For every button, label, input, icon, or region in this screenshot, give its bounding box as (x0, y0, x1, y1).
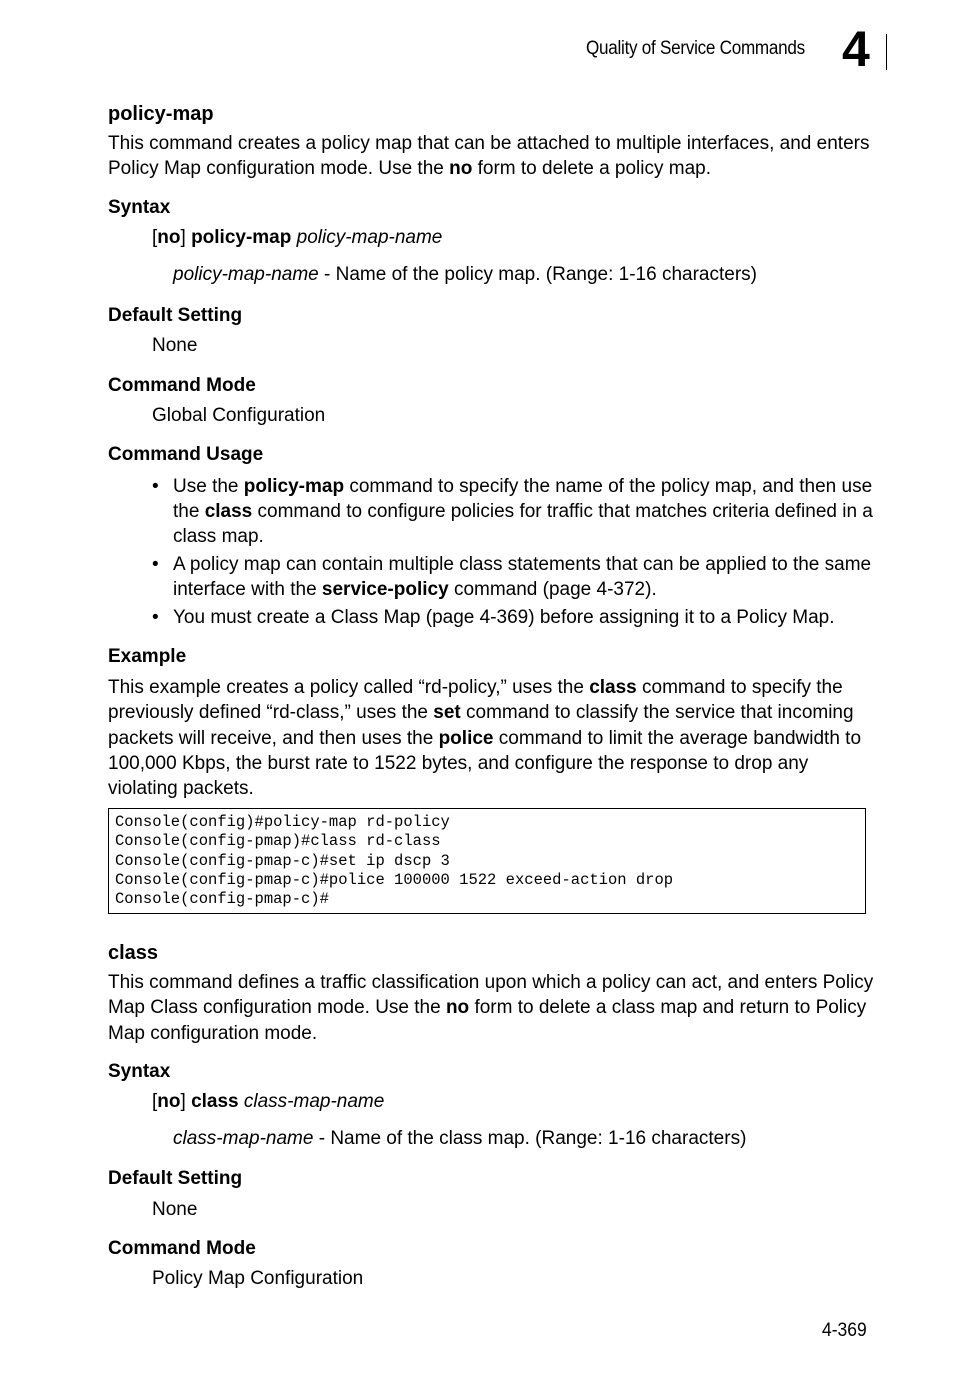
usage-item: • Use the policy-map command to specify the name of the policy map, and then use the class command to configure policies for traffic that matches criteria defined in a class map. (152, 476, 873, 547)
intro-text: form to delete a policy map. (472, 158, 712, 180)
example-text: This example creates a policy called “rd-policy,” uses the class command to specify the previously defined “rd-class,” uses the set command to classify the service that incoming packets will receive, and then uses the police command to limit the average bandwidth to 100,000 Kbps, the burst rate to 1522 bytes, and configure the response to drop any violating packets. (108, 677, 862, 800)
bullet: • (152, 476, 159, 497)
syntax-parameter: class-map-name (243, 1091, 385, 1112)
usage-item: • You must create a Class Map (page 4-369) before assigning it to a Policy Map. (152, 607, 835, 628)
parameter-name: policy-map-name (173, 264, 319, 285)
class-intro: This command defines a traffic classification upon which a policy can act, and enters Policy Map Class configuration mode. Use the no form to delete a class map and return to Policy Map configuration mode. (108, 972, 874, 1044)
default-setting-value: None (152, 335, 198, 356)
command-mode-heading: Command Mode (108, 1238, 256, 1259)
code-line: Console(config-pmap-c)# (115, 890, 329, 909)
parameter-text: - Name of the policy map. (Range: 1-16 characters) (318, 264, 757, 285)
bracket: ] (180, 227, 192, 248)
syntax-line (152, 1091, 384, 1113)
bullet: • (152, 554, 159, 575)
bracket: [ (152, 227, 158, 248)
syntax-line (152, 227, 442, 249)
chapter-rule (886, 34, 887, 70)
syntax-heading: Syntax (108, 197, 171, 218)
intro-text: This command creates a policy map that can be attached to multiple interfaces, and enters Policy Map configuration mode. Use the (108, 133, 870, 180)
command-heading-policy-map: policy-map (108, 103, 214, 125)
policy-map-intro (108, 131, 878, 182)
parameter-text: - Name of the class map. (Range: 1-16 characters) (313, 1128, 747, 1149)
command-mode-value: Policy Map Configuration (152, 1268, 364, 1289)
running-header-title: Quality of Service Commands (586, 38, 805, 59)
command-heading-class: class (108, 942, 159, 964)
page-number: 4-369 (822, 1320, 867, 1341)
code-line: Console(config-pmap)#class rd-class (115, 832, 441, 851)
command-usage-list (152, 474, 873, 633)
parameter-description (173, 1128, 746, 1150)
syntax-command: class (191, 1091, 239, 1112)
syntax-parameter: policy-map-name (296, 227, 443, 248)
syntax-heading: Syntax (108, 1061, 171, 1082)
default-setting-heading: Default Setting (108, 1168, 243, 1189)
syntax-no: no (157, 227, 181, 248)
command-mode-heading: Command Mode (108, 375, 256, 396)
bracket: ] (180, 1091, 192, 1112)
code-line: Console(config-pmap-c)#set ip dscp 3 (115, 851, 450, 870)
command-usage-heading: Command Usage (108, 444, 264, 465)
parameter-description (173, 264, 757, 286)
bullet: • (152, 607, 159, 628)
command-mode-value: Global Configuration (152, 405, 326, 426)
syntax-command: policy-map (191, 227, 292, 248)
code-line: Console(config)#policy-map rd-policy (115, 813, 450, 831)
example-heading: Example (108, 646, 187, 667)
bracket: [ (152, 1091, 158, 1112)
default-setting-value: None (152, 1199, 198, 1220)
code-example-box (108, 808, 866, 914)
default-setting-heading: Default Setting (108, 305, 243, 326)
intro-keyword-no: no (449, 158, 473, 180)
syntax-no: no (157, 1091, 181, 1112)
code-line: Console(config-pmap-c)#police 100000 1522 exceed-action drop (115, 870, 674, 889)
chapter-number: 4 (842, 21, 869, 77)
parameter-name: class-map-name (173, 1128, 314, 1149)
usage-item: • A policy map can contain multiple class statements that can be applied to the same interface with the service-policy command (page 4-372). (152, 554, 872, 600)
